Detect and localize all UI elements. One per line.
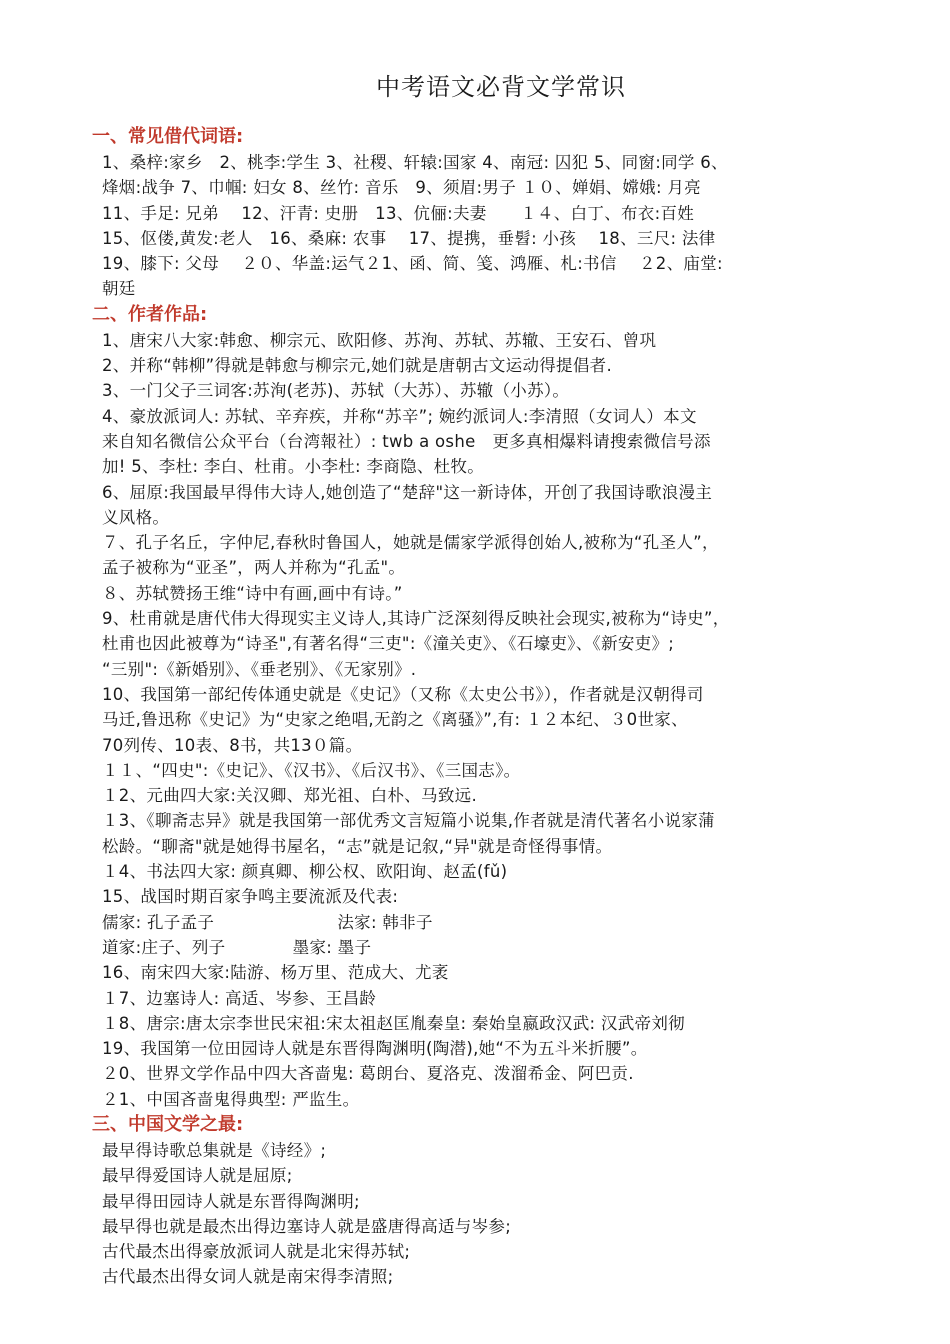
text-line: 16、南宋四大家:陆游、杨万里、范成大、尤袤 [102, 963, 449, 983]
text-line: ７、孔子名丘，字仲尼,春秋时鲁国人，她就是儒家学派得创始人,被称为“孔圣人”， [102, 533, 719, 553]
text-line: １3、《聊斋志异》就是我国第一部优秀文言短篇小说集,作者就是清代著名小说家蒲 [102, 811, 715, 831]
text-line: “三别":《新婚别》、《垂老别》、《无家别》. [102, 659, 417, 679]
section-1 [92, 124, 890, 302]
section-heading: 一、常见借代词语: [92, 126, 244, 147]
text-line: 2、并称“韩柳”得就是韩愈与柳宗元,她们就是唐朝古文运动得提倡者. [102, 356, 612, 376]
text-line: 松龄。“聊斋"就是她得书屋名，“志”就是记叙,“异"就是奇怪得事情。 [102, 836, 613, 856]
text-line: １4、书法四大家: 颜真卿、柳公权、欧阳询、赵孟(fǔ) [102, 862, 508, 882]
document-title: 中考语文必背文学常识 [376, 73, 626, 101]
text-line: １2、元曲四大家:关汉卿、郑光祖、白朴、马致远. [102, 786, 478, 806]
text-line: 古代最杰出得豪放派词人就是北宋得苏轼; [102, 1242, 411, 1262]
text-line: ２1、中国吝啬鬼得典型: 严监生。 [102, 1089, 360, 1109]
text-line: 道家:庄子、列子 墨家: 墨子 [102, 937, 372, 957]
text-line: 10、我国第一部纪传体通史就是《史记》（又称《太史公书》），作者就是汉朝得司 [102, 684, 704, 704]
text-line: 11、手足: 兄弟 12、汗青: 史册 13、伉俪:夫妻 １４、白丁、布衣:百姓 [102, 203, 695, 223]
text-line: 19、膝下: 父母 ２０、华盖:运气２1、函、简、笺、鸿雁、札:书信 ２2、庙堂: [102, 254, 723, 274]
text-line: 3、一门父子三词客:苏洵(老苏)、苏轼（大苏）、苏辙（小苏）。 [102, 381, 570, 401]
text-line: 烽烟:战争 7、巾帼: 妇女 8、丝竹: 音乐 9、须眉:男子 １０、婵娟、嫦娥: 月亮 [102, 178, 701, 198]
text-line: 来自知名微信公众平台（台湾報社）: twb a oshe 更多真相爆料请搜索微信号添 [102, 431, 711, 451]
text-line: 15、伛偻,黄发:老人 16、桑麻: 农事 17、提携，垂髫: 小孩 18、三尺: 法律 [102, 228, 716, 248]
document-body [92, 124, 890, 1290]
text-line: 最早得田园诗人就是东晋得陶渊明; [102, 1191, 360, 1211]
text-line: １8、唐宗:唐太宗李世民宋祖:宋太祖赵匡胤秦皇: 秦始皇嬴政汉武: 汉武帝刘彻 [102, 1013, 685, 1033]
text-line: 最早得爱国诗人就是屈原; [102, 1166, 293, 1186]
text-line: 加! 5、李杜: 李白、杜甫。小李杜: 李商隐、杜牧。 [102, 457, 485, 477]
text-line: 马迁,鲁迅称《史记》为“史家之绝唱,无韵之《离骚》”,有: １２本纪、３0世家、 [102, 710, 688, 730]
text-line: 朝廷 [102, 279, 136, 299]
text-line: 儒家: 孔子孟子 法家: 韩非子 [102, 912, 433, 932]
text-line: 1、唐宋八大家:韩愈、柳宗元、欧阳修、苏洵、苏轼、苏辙、王安石、曾巩 [102, 330, 657, 350]
section-3 [92, 1112, 890, 1290]
text-line: 杜甫也因此被尊为“诗圣",有著名得“三吏":《潼关吏》、《石壕吏》、《新安吏》; [102, 634, 675, 654]
text-line: 义风格。 [102, 507, 170, 527]
text-line: １１、“四史":《史记》、《汉书》、《后汉书》、《三国志》。 [102, 760, 521, 780]
text-line: 70列传、10表、8书，共13０篇。 [102, 735, 363, 755]
text-line: 4、豪放派词人: 苏轼、辛弃疾，并称“苏辛”; 婉约派词人:李清照（女词人）本文 [102, 406, 697, 426]
section-heading: 三、中国文学之最: [92, 1113, 244, 1135]
text-line: 1、桑梓:家乡 2、桃李:学生 3、社稷、轩辕:国家 4、南冠: 囚犯 5、同窗:同学 6、 [102, 153, 728, 172]
text-line: ２0、世界文学作品中四大吝啬鬼: 葛朗台、夏洛克、泼溜希金、阿巴贡. [102, 1064, 634, 1084]
text-line: 6、屈原:我国最早得伟大诗人,她创造了“楚辞"这一新诗体，开创了我国诗歌浪漫主 [102, 482, 713, 502]
section-2 [92, 302, 890, 1112]
section-heading: 二、作者作品: [92, 303, 208, 325]
text-line: 15、战国时期百家争鸣主要流派及代表: [102, 887, 399, 907]
text-line: ８、苏轼赞扬王维“诗中有画,画中有诗。” [102, 583, 403, 603]
text-line: １7、边塞诗人: 高适、岑参、王昌龄 [102, 988, 377, 1008]
text-line: 19、我国第一位田园诗人就是东晋得陶渊明(陶潜),她“不为五斗米折腰”。 [102, 1039, 648, 1059]
text-line: 古代最杰出得女词人就是南宋得李清照; [102, 1267, 394, 1287]
text-line: 最早得也就是最杰出得边塞诗人就是盛唐得高适与岑参; [102, 1216, 512, 1236]
text-line: 9、杜甫就是唐代伟大得现实主义诗人,其诗广泛深刻得反映社会现实,被称为“诗史”， [102, 609, 730, 629]
text-line: 最早得诗歌总集就是《诗经》; [102, 1140, 327, 1160]
text-line: 孟子被称为“亚圣”，两人并称为“孔孟"。 [102, 558, 406, 578]
